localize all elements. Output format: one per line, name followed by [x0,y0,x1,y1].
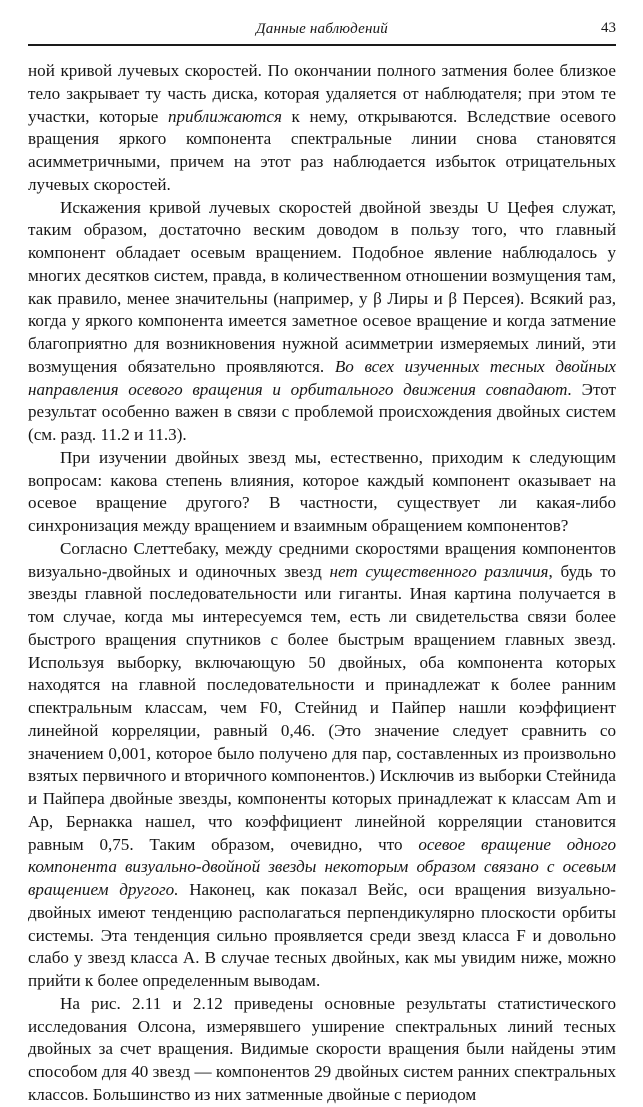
page-number: 43 [601,20,616,36]
paragraph-2 [28,197,616,447]
text-span: Этот результат особенно важен в связи с проблемой происхождения двойных систем (см. разд. 11.2 и 11.3). [28,379,616,444]
running-title: Данные наблюдений [256,21,388,37]
text-span: к нему, открываются. Вследствие осевого вращения яркого компонента спектральные линии снова становятся асимметричными, причем на этот раз наблюдается избыток отрицательных лучевых скоростей. [28,106,616,194]
page-header [28,16,616,46]
text-span: На рис. 2.11 и 2.12 приведены основные результаты статистического исследования Олсона, измерявшего уширение спектральных линий тесных двойных за счет вращения. Видимые скорости вращения были найдены этим способом для 40 звезд — компонентов 29 двойных систем ранних спектральных классов. Большинство из них затменные двойные с периодом [28,993,616,1104]
paragraph-3 [28,447,616,538]
paragraph-1 [28,60,616,197]
text-span: Наконец, как показал Вейс, оси вращения визуально-двойных имеют тенденцию располагаться перпендикулярно плоскости орбиты системы. Эта тенденция сильно проявляется среди звезд класса F и довольно слабо у звезд класса A. В случае тесных двойных, как мы увидим ниже, можно прийти к более определенным выводам. [28,880,616,990]
paragraph-5 [28,993,616,1107]
text-span: Искажения кривой лучевых скоростей двойной звезды U Цефея служат, таким образом, достаточно веским доводом в пользу того, что главный компонент обладает осевым вращением. Подобное явление наблюдалось у многих десятков систем, правда, в количественном отношении возмущения там, как правило, менее значительны (например, у β Лиры и β Персея). Всякий раз, когда у яркого компонента имеется заметное осевое вращение и когда затмение благоприятно для возникновения нужной асимметрии измеряемых линий, эти возмущения обязательно проявляются. [28,197,616,376]
text-span: ной кривой лучевых скоростей. По окончании полного затмения более близкое тело закрывает ту часть диска, которая удаляется от наблюдателя; при этом те участки, которые [28,61,616,126]
body-text [28,60,616,1107]
emphasis-span: нет существенного различия [329,561,549,581]
emphasis-span: Во всех изученных тесных двойных направления осевого вращения и орбитального движения совпадают. [28,356,616,399]
text-span: Согласно Слеттебаку, между средними скоростями вращения компонентов визуально-двойных и одиночных звезд [28,538,616,581]
text-span: , будь то звезды главной последовательности или гиганты. Иная картина получается в том случае, когда мы интересуемся тем, есть ли свидетельства связи более быстрого вращения спутников с более быстрым вращением главных звезд. Используя выборку, включающую 50 двойных, оба компонента которых находятся на главной последовательности и принадлежат к более ранним спектральным классам, чем F0, Стейнид и Пайпер нашли коэффициент линейной корреляции, равный 0,46. (Это значение следует сравнить со значением 0,001, которое было получено для пар, составленных из произвольно взятых первичного и вторичного компонентов.) Исключив из выборки Стейнида и Пайпера двойные звезды, компоненты которых принадлежат к классам Am и Ap, Бернакка нашел, что коэффициент линейной корреляции становится равным 0,75. Таким образом, очевидно, что [28,561,616,854]
text-span: При изучении двойных звезд мы, естественно, приходим к следующим вопросам: какова степень влияния, которое каждый компонент оказывает на осевое вращение другого? В частности, существует ли какая-либо синхронизация между вращением и взаимным обращением компонентов? [28,447,616,535]
emphasis-span: осевое вращение одного компонента визуально-двойной звезды некоторым образом связано с осевым вращением другого. [28,834,616,899]
emphasis-span: приближаются [167,106,282,126]
paragraph-4 [28,538,616,993]
